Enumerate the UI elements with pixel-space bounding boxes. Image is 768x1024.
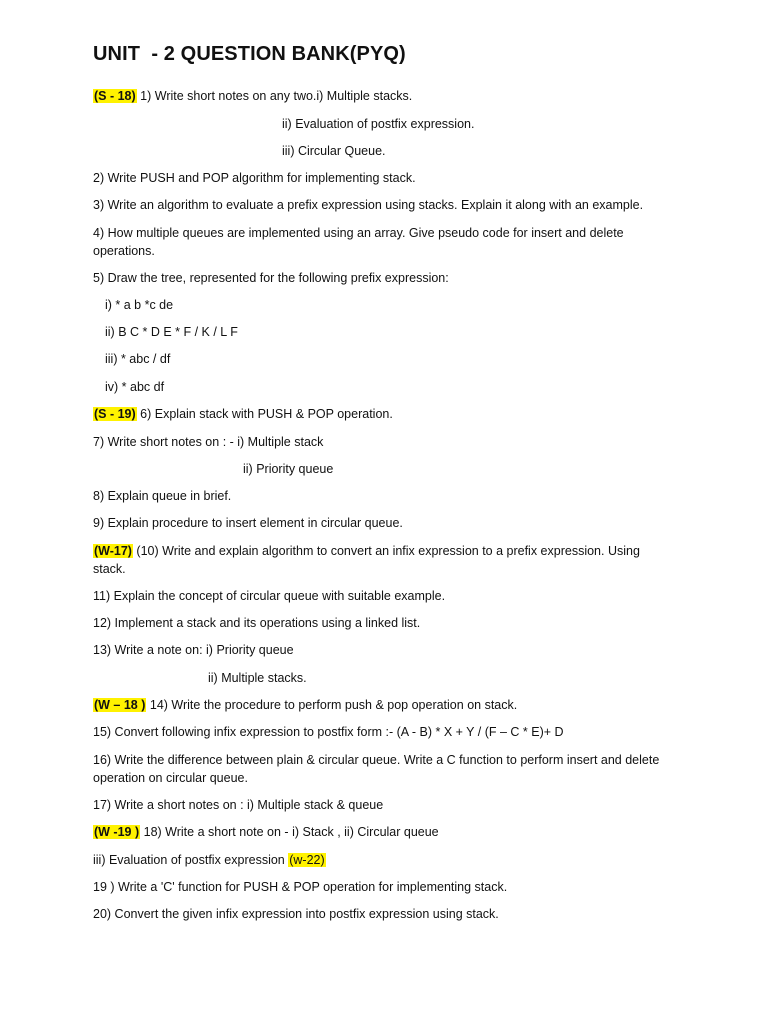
tag-s19: (S - 19) (94, 407, 136, 421)
question-2: 2) Write PUSH and POP algorithm for implementing stack. (93, 171, 416, 185)
question-5-item-iv: iv) * abc df (105, 380, 165, 394)
tag-w18: (W – 18 ) (94, 698, 146, 712)
question-18-item-iii (93, 851, 326, 869)
question-1 (93, 87, 412, 105)
question-9: 9) Explain procedure to insert element in circular queue. (93, 516, 403, 530)
question-18-item-iii-text: iii) Evaluation of postfix expression (93, 853, 289, 867)
question-6 (93, 405, 393, 423)
tag-w22: (w-22) (289, 853, 325, 867)
question-14-text: 14) Write the procedure to perform push & pop operation on stack. (146, 698, 518, 712)
question-4: 4) How multiple queues are implemented using an array. Give pseudo code for insert and delete operations. (93, 226, 624, 258)
question-10 (93, 542, 668, 578)
question-5-item-ii: ii) B C * D E * F / K / L F (105, 325, 238, 339)
question-18 (93, 823, 439, 841)
question-6-text: 6) Explain stack with PUSH & POP operation. (136, 407, 393, 421)
question-5-item-iii: iii) * abc / df (105, 352, 171, 366)
tag-w19: (W -19 ) (94, 825, 140, 839)
tag-w17: (W-17) (94, 544, 132, 558)
question-15: 15) Convert following infix expression to postfix form :- (A - B) * X + Y / (F – C * E)+ D (93, 725, 564, 739)
question-1-item-ii: ii) Evaluation of postfix expression. (282, 117, 475, 131)
tag-s18: (S - 18) (94, 89, 136, 103)
question-19: 19 ) Write a 'C' function for PUSH & POP operation for implementing stack. (93, 880, 508, 894)
question-16: 16) Write the difference between plain & circular queue. Write a C function to perform insert and delete operation on circular queue. (93, 753, 660, 785)
question-3: 3) Write an algorithm to evaluate a prefix expression using stacks. Explain it along with an example. (93, 198, 644, 212)
question-13: 13) Write a note on: i) Priority queue (93, 643, 294, 657)
question-5-item-i: i) * a b *c de (105, 298, 174, 312)
question-8: 8) Explain queue in brief. (93, 489, 232, 503)
question-13-item-ii: ii) Multiple stacks. (208, 671, 307, 685)
question-11: 11) Explain the concept of circular queue with suitable example. (93, 589, 446, 603)
question-18-text: 18) Write a short note on - i) Stack , ii) Circular queue (140, 825, 439, 839)
question-1-text: 1) Write short notes on any two.i) Multiple stacks. (136, 89, 413, 103)
question-5: 5) Draw the tree, represented for the following prefix expression: (93, 271, 449, 285)
question-1-item-iii: iii) Circular Queue. (282, 144, 386, 158)
question-12: 12) Implement a stack and its operations using a linked list. (93, 616, 421, 630)
question-10-text: (10) Write and explain algorithm to convert an infix expression to a prefix expression. Using stack. (93, 544, 640, 576)
question-20: 20) Convert the given infix expression into postfix expression using stack. (93, 907, 499, 921)
question-7-item-ii: ii) Priority queue (243, 462, 334, 476)
question-17: 17) Write a short notes on : i) Multiple stack & queue (93, 798, 384, 812)
question-14 (93, 696, 517, 714)
page-title: UNIT - 2 QUESTION BANK(PYQ) (93, 43, 406, 65)
question-7: 7) Write short notes on : - i) Multiple stack (93, 435, 324, 449)
